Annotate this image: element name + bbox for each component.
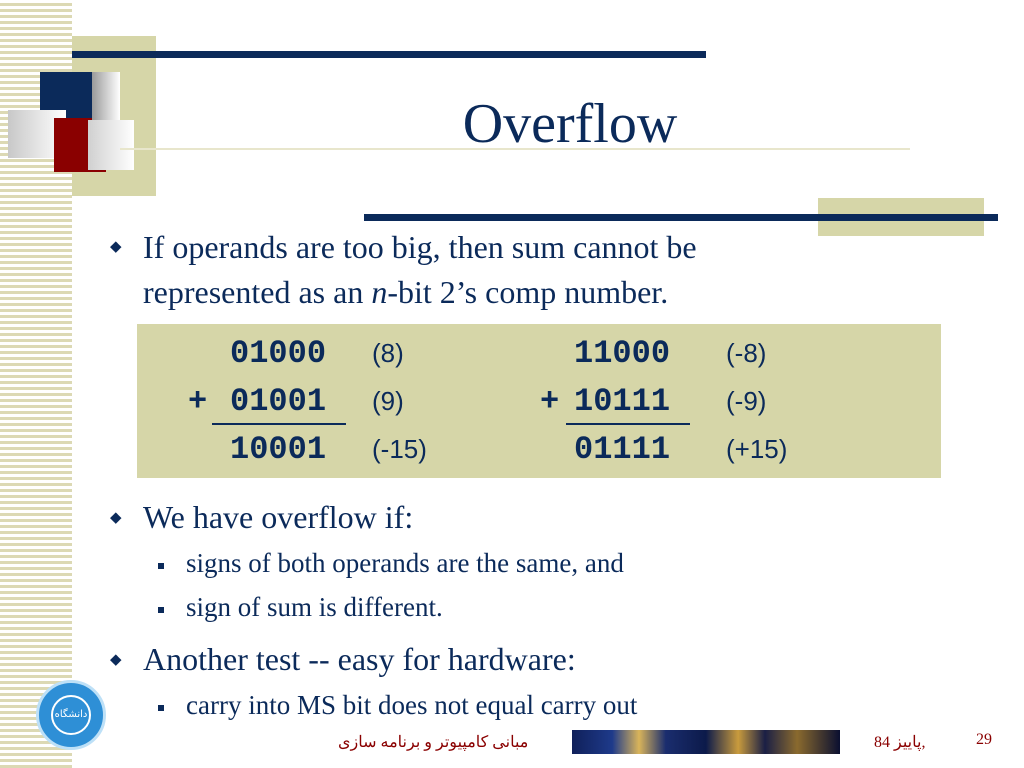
footer-image-strip — [572, 730, 840, 754]
right-operand-1: 11000 — [574, 335, 671, 372]
left-operand-1-label: (8) — [372, 338, 404, 368]
university-logo — [36, 680, 106, 750]
diamond-bullet-icon: ◆ — [110, 510, 122, 526]
deco-gray-square — [92, 72, 120, 122]
deco-light-square — [88, 120, 134, 170]
title-bar-bottom — [364, 214, 998, 221]
right-operand-1-label: (-8) — [726, 338, 767, 368]
right-sum: 01111 — [574, 431, 671, 468]
left-operand-2: 01001 — [230, 383, 327, 420]
square-bullet-icon — [158, 563, 164, 569]
right-sum-label: (+15) — [726, 434, 788, 464]
left-sum: 10001 — [230, 431, 327, 468]
left-sum-underline — [212, 423, 346, 425]
square-bullet-icon — [158, 705, 164, 711]
bullet-1-line-2 — [143, 274, 668, 312]
title-bar-top — [72, 51, 706, 58]
footer-course-title: مبانی کامپیوتر و برنامه سازی — [338, 734, 529, 751]
bullet-1-line-2-post: -bit 2’s comp number. — [387, 274, 669, 310]
right-plus-sign: + — [540, 383, 560, 420]
slide-title: Overflow — [462, 93, 678, 155]
sub-bullet-1-2: sign of sum is different. — [186, 592, 443, 622]
bullet-1-line-2-pre: represented as an — [143, 274, 372, 310]
bullet-1-line-1: If operands are too big, then sum cannot be — [143, 229, 697, 265]
footer-page-number: 29 — [976, 731, 992, 748]
left-plus-sign: + — [188, 383, 208, 420]
diamond-bullet-icon: ◆ — [110, 239, 122, 255]
university-logo-emblem: دانشگاه — [51, 695, 91, 735]
bullet-1-italic-n: n — [371, 274, 388, 310]
right-sum-underline — [566, 423, 690, 425]
footer-term: پاییز 84, — [874, 734, 926, 751]
left-sum-label: (-15) — [372, 434, 427, 464]
right-operand-2-label: (-9) — [726, 386, 767, 416]
left-operand-1: 01000 — [230, 335, 327, 372]
left-operand-2-label: (9) — [372, 386, 404, 416]
right-operand-2: 10111 — [574, 383, 671, 420]
bullet-3-text: Another test -- easy for hardware: — [143, 641, 576, 677]
sub-bullet-2-1: carry into MS bit does not equal carry out — [186, 690, 638, 720]
sub-bullet-1-1: signs of both operands are the same, and — [186, 548, 624, 578]
bullet-2-text: We have overflow if: — [143, 499, 414, 535]
square-bullet-icon — [158, 607, 164, 613]
diamond-bullet-icon: ◆ — [110, 652, 122, 668]
